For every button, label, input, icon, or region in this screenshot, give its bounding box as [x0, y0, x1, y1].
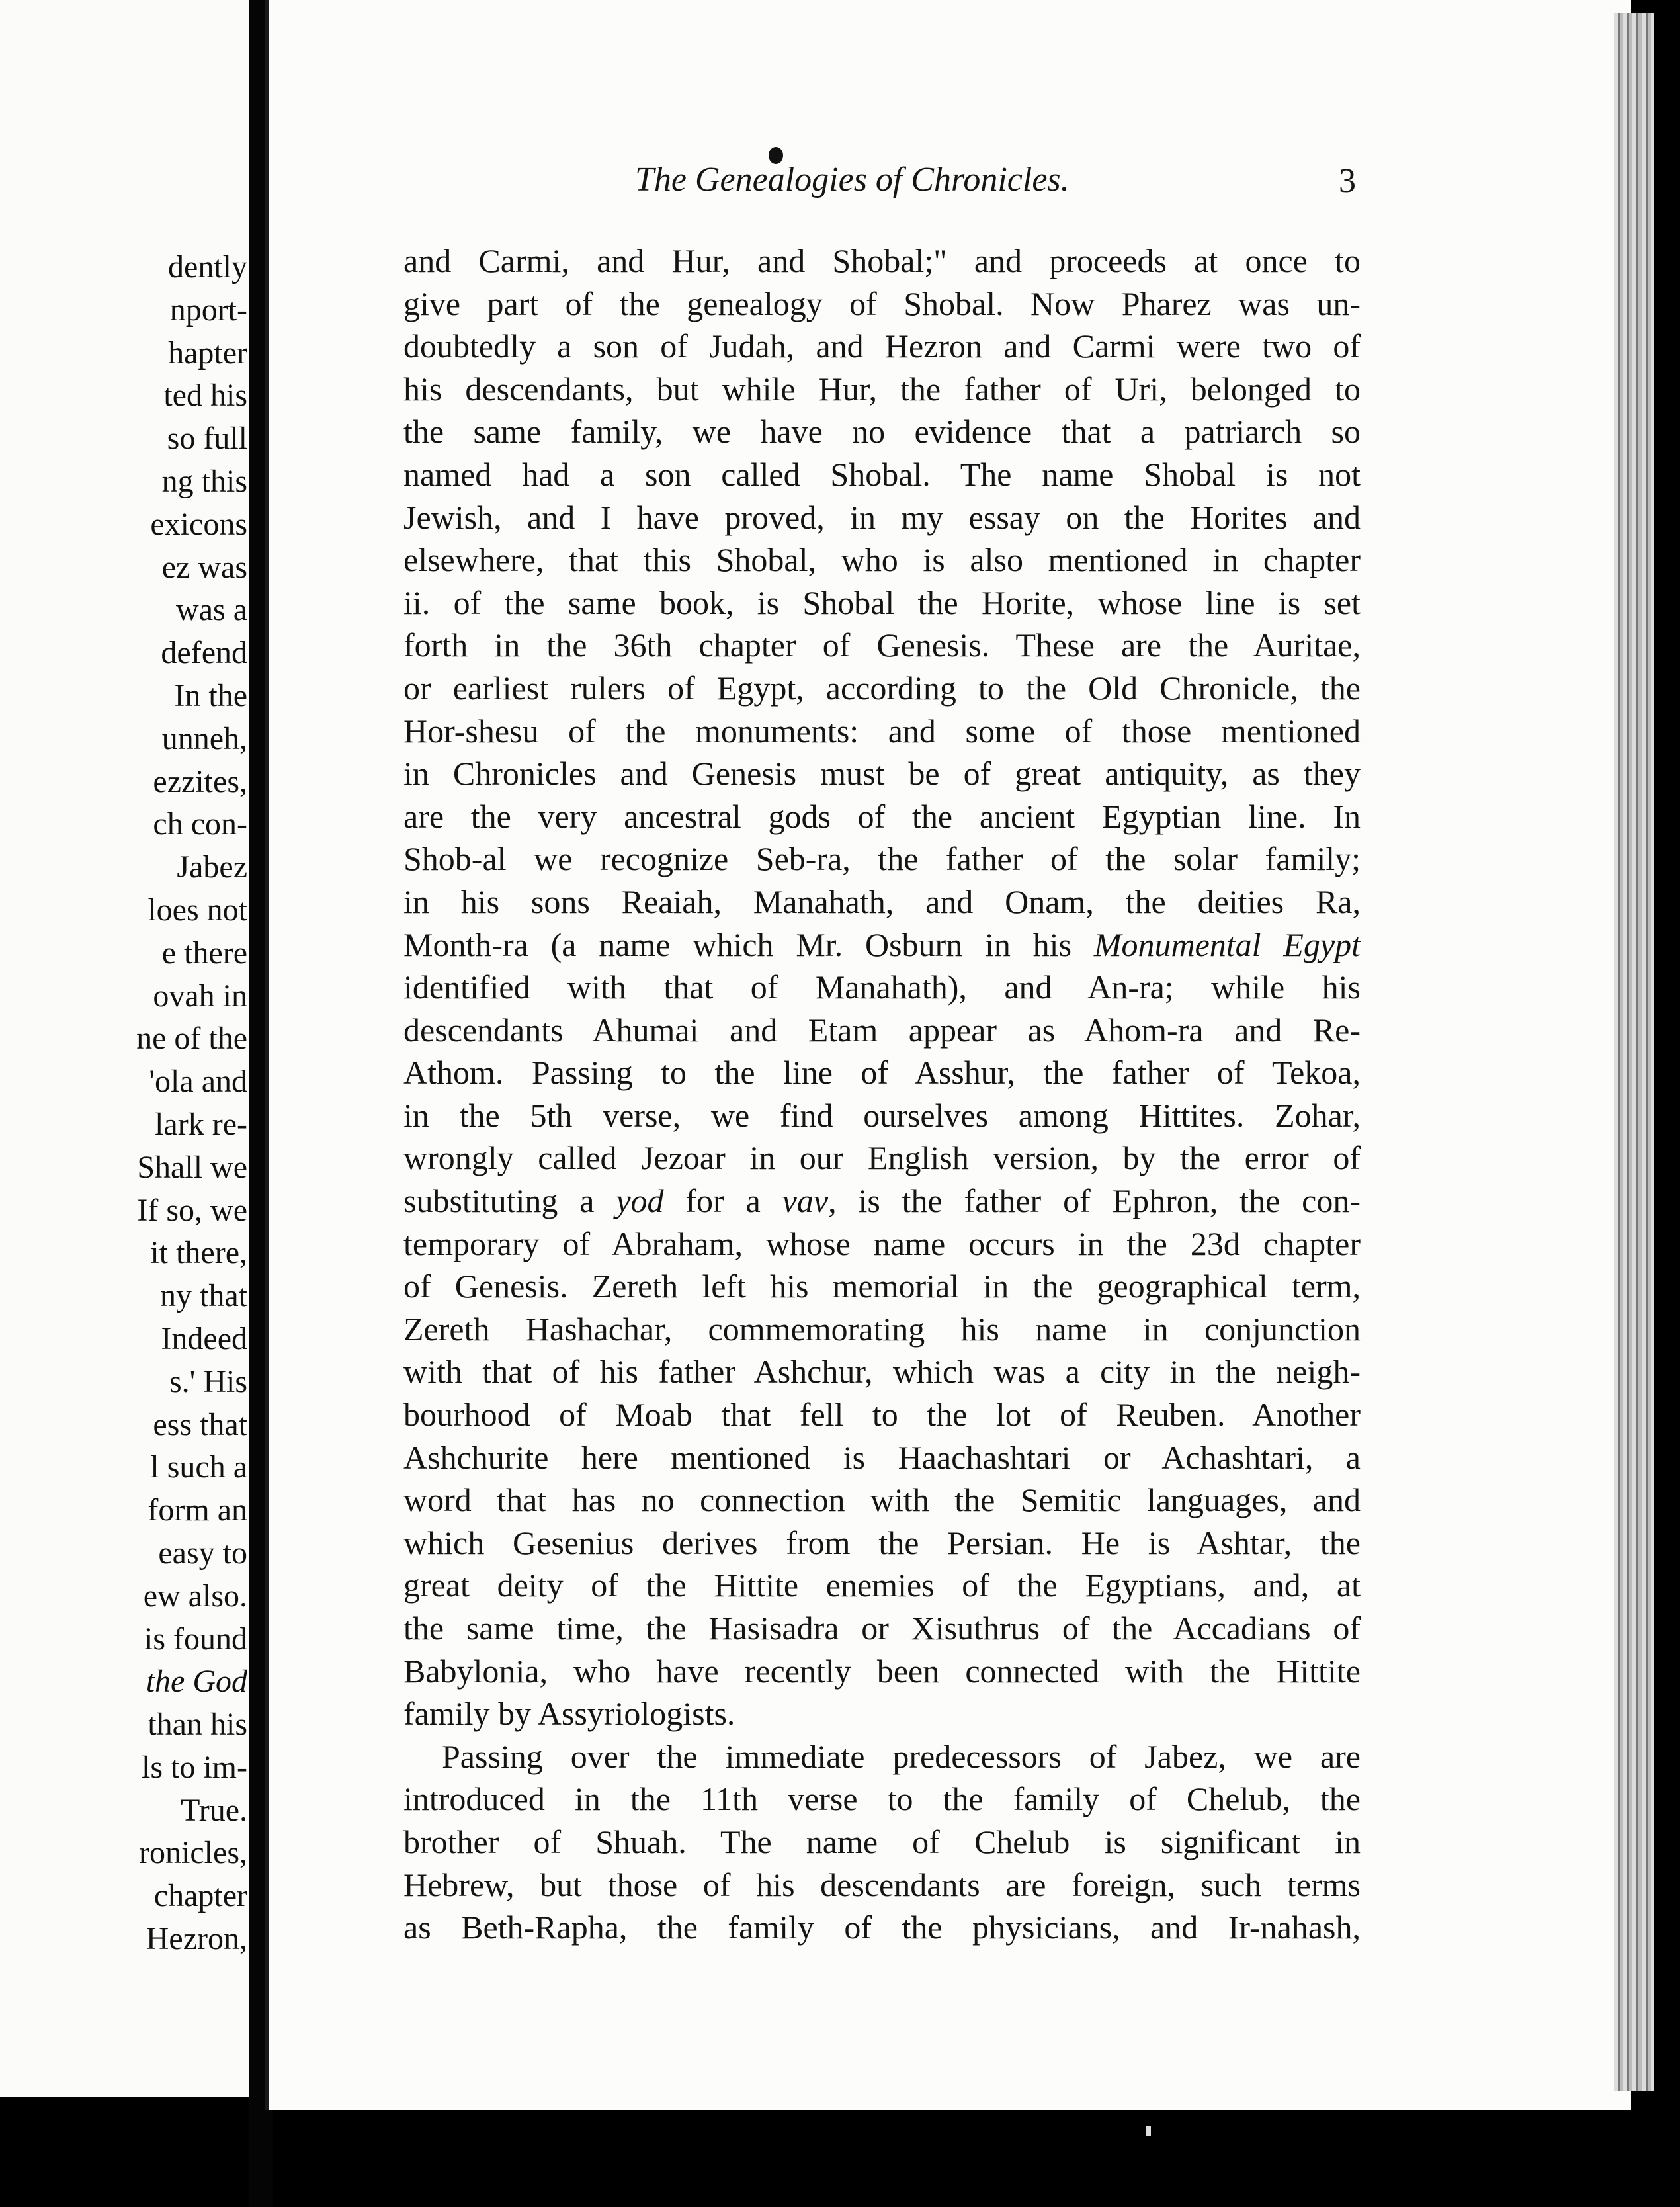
text-line: Zereth Hashachar, commemorating his name in conjunction — [403, 1310, 1361, 1348]
previous-page-line: unneh, — [161, 720, 247, 756]
previous-page-line: dently — [168, 249, 247, 284]
previous-page-line: ez was — [161, 549, 247, 585]
page-number: 3 — [1339, 162, 1356, 200]
previous-page-line: easy to — [158, 1535, 247, 1571]
previous-page-line: Indeed — [161, 1320, 247, 1356]
text-line: elsewhere, that this Shobal, who is also mentioned in chapter — [403, 541, 1361, 579]
text-line: in the 5th verse, we find ourselves among Hittites. Zohar, — [403, 1096, 1361, 1134]
text-line: of Genesis. Zereth left his memorial in the geographical term, — [403, 1268, 1361, 1305]
text-line: Athom. Passing to the line of Asshur, the father of Tekoa, — [403, 1054, 1361, 1092]
running-title: The Genealogies of Chronicles. — [635, 161, 1070, 198]
text-line: Hebrew, but those of his descendants are foreign, such terms — [403, 1866, 1361, 1903]
text-line — [403, 1180, 1361, 1223]
italic-book-title: Monumental Egypt — [1093, 926, 1361, 963]
text-line: named had a son called Shobal. The name Shobal is not — [403, 455, 1361, 493]
previous-page-line: nport- — [169, 292, 247, 327]
previous-page-line: ne of the — [136, 1021, 247, 1057]
text-line: his descendants, but while Hur, the father of Uri, belonged to — [403, 370, 1361, 408]
previous-page-line: If so, we — [137, 1192, 247, 1228]
text-line: Ashchurite here mentioned is Haachashtari or Achashtari, a — [403, 1438, 1361, 1476]
text-line: forth in the 36th chapter of Genesis. These are the Auritae, — [403, 627, 1361, 664]
text-line: Hor-shesu of the monuments: and some of those mentioned — [403, 712, 1361, 750]
text-line: which Gesenius derives from the Persian. He is Ashtar, the — [403, 1524, 1361, 1561]
text-line: ii. of the same book, is Shobal the Horite, whose line is set — [403, 584, 1361, 621]
previous-page-line: hapter — [168, 335, 247, 370]
text-line: or earliest rulers of Egypt, according to the Old Chronicle, the — [403, 669, 1361, 707]
text-segment: for a — [663, 1182, 782, 1220]
previous-page-line: ng this — [161, 463, 247, 499]
text-line: great deity of the Hittite enemies of the Egyptians, and, at — [403, 1567, 1361, 1604]
previous-page-line: loes not — [147, 892, 247, 928]
text-line: Jewish, and I have proved, in my essay on the Horites and — [403, 498, 1361, 536]
text-line: bourhood of Moab that fell to the lot of Reuben. Another — [403, 1396, 1361, 1434]
previous-page-line: so full — [167, 421, 247, 456]
text-line: in Chronicles and Genesis must be of great antiquity, as they — [403, 755, 1361, 793]
previous-page-line: defend — [161, 635, 247, 671]
previous-page-fragment — [0, 0, 249, 2097]
text-line — [403, 924, 1361, 967]
text-line: wrongly called Jezoar in our English version, by the error of — [403, 1139, 1361, 1177]
previous-page-line: e there — [161, 935, 247, 971]
previous-page-line: lark re- — [155, 1106, 247, 1142]
previous-page-line: True. — [181, 1792, 247, 1828]
previous-page-line: is found — [144, 1621, 247, 1657]
text-line: Babylonia, who have recently been connected with the Hittite — [403, 1652, 1361, 1690]
previous-page-line: it there, — [150, 1235, 247, 1271]
italic-term: yod — [616, 1182, 664, 1220]
previous-page-text-column — [9, 246, 247, 1961]
previous-page-line: ch con- — [153, 806, 247, 842]
previous-page-line: ezzites, — [153, 763, 247, 799]
text-line: word that has no connection with the Semitic languages, and — [403, 1481, 1361, 1519]
text-line: temporary of Abraham, whose name occurs in the 23d chapter — [403, 1225, 1361, 1262]
page-body-text — [403, 239, 1361, 1949]
text-line: as Beth-Rapha, the family of the physicians, and Ir-nahash, — [403, 1909, 1361, 1946]
text-segment: Month-ra (a name which Mr. Osburn in his — [403, 926, 1094, 963]
previous-page-line: s.' His — [169, 1363, 247, 1399]
previous-page-line: Hezron, — [146, 1921, 247, 1957]
previous-page-line: l such a — [150, 1450, 247, 1485]
text-line: the same family, we have no evidence that a patriarch so — [403, 413, 1361, 451]
previous-page-line: was a — [176, 592, 247, 628]
previous-page-line: In the — [174, 677, 247, 713]
page-edges — [1614, 13, 1654, 2091]
previous-page-line: form an — [147, 1493, 247, 1528]
previous-page-line: ted his — [163, 378, 247, 413]
scan-speck — [1146, 2126, 1151, 2136]
text-line: and Carmi, and Hur, and Shobal;" and proceeds at once to — [403, 242, 1361, 279]
previous-page-line: exicons — [150, 506, 247, 542]
previous-page-line: Shall we — [137, 1149, 247, 1185]
previous-page-line: chapter — [153, 1878, 247, 1914]
text-line: Shob-al we recognize Seb-ra, the father of the solar family; — [403, 840, 1361, 878]
previous-page-line: ovah in — [153, 978, 247, 1014]
previous-page-line: ew also. — [143, 1578, 247, 1614]
text-line: doubtedly a son of Judah, and Hezron and Carmi were two of — [403, 327, 1361, 365]
text-line: family by Assyriologists. — [403, 1695, 735, 1733]
previous-page-line: ny that — [160, 1278, 247, 1314]
text-segment: substituting a — [403, 1182, 616, 1220]
previous-page-line: ls to im- — [141, 1749, 247, 1785]
previous-page-line: ess that — [153, 1406, 247, 1442]
text-line: in his sons Reaiah, Manahath, and Onam, the deities Ra, — [403, 883, 1361, 920]
text-line: brother of Shuah. The name of Chelub is significant in — [403, 1823, 1361, 1860]
previous-page-line: 'ola and — [149, 1064, 247, 1100]
text-line: descendants Ahumai and Etam appear as Ahom-ra and Re- — [403, 1011, 1361, 1049]
text-segment: , is the father of Ephron, the con- — [828, 1182, 1361, 1220]
text-line: are the very ancestral gods of the ancient Egyptian line. In — [403, 797, 1361, 835]
text-line: with that of his father Ashchur, which was a city in the neigh- — [403, 1353, 1361, 1391]
text-line: Passing over the immediate predecessors of Jabez, we are — [442, 1737, 1361, 1775]
text-line: give part of the genealogy of Shobal. Now Pharez was un- — [403, 284, 1361, 322]
text-line: the same time, the Hasisadra or Xisuthrus of the Accadians of — [403, 1610, 1361, 1647]
text-line: identified with that of Manahath), and An-ra; while his — [403, 969, 1361, 1006]
previous-page-line: than his — [147, 1707, 247, 1743]
previous-page-line: the God — [146, 1664, 247, 1700]
previous-page-line: ronicles, — [139, 1835, 247, 1871]
previous-page-line: Jabez — [177, 849, 247, 885]
italic-term: vav — [782, 1182, 829, 1220]
text-line: introduced in the 11th verse to the family of Chelub, the — [403, 1780, 1361, 1818]
